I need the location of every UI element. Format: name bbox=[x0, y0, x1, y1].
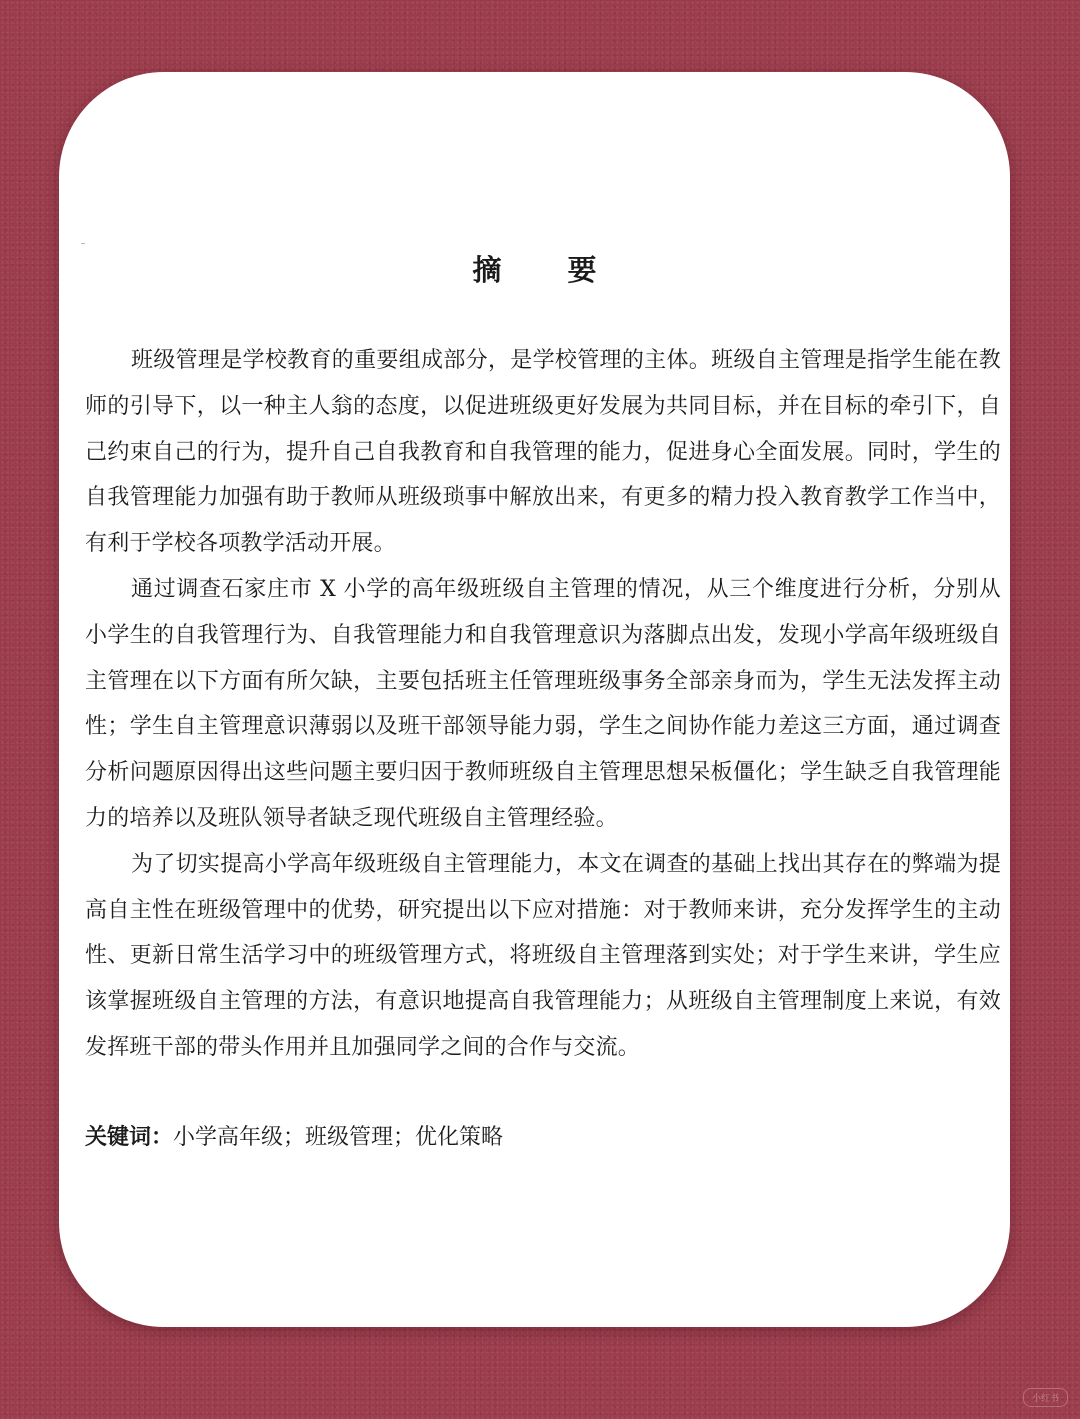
watermark-logo: 小红书 bbox=[1023, 1388, 1068, 1407]
abstract-body bbox=[85, 338, 1001, 1071]
keywords-value: 小学高年级；班级管理；优化策略 bbox=[173, 1125, 504, 1150]
keywords-label: 关键词： bbox=[85, 1125, 174, 1150]
abstract-paragraph-1: 班级管理是学校教育的重要组成部分，是学校管理的主体。班级自主管理是指学生能在教师的引导下，以一种主人翁的态度，以促进班级更好发展为共同目标，并在目标的牵引下，自己约束自己的行为，提升自己自我教育和自我管理的能力，促进身心全面发展。同时，学生的自我管理能力加强有助于教师从班级琐事中解放出来，有更多的精力投入教育教学工作当中，有利于学校各项教学活动开展。 bbox=[85, 348, 1001, 557]
keywords-line bbox=[85, 1115, 503, 1160]
page-title: 摘 要 bbox=[472, 253, 625, 287]
abstract-paragraph-2: 通过调查石家庄市 X 小学的高年级班级自主管理的情况，从三个维度进行分析，分别从小学生的自我管理行为、自我管理能力和自我管理意识为落脚点出发，发现小学高年级班级自主管理在以下方面有所欠缺，主要包括班主任管理班级事务全部亲身而为，学生无法发挥主动性；学生自主管理意识薄弱以及班干部领导能力弱，学生之间协作能力差这三方面，通过调查分析问题原因得出这些问题主要归因于教师班级自主管理思想呆板僵化；学生缺乏自我管理能力的培养以及班队领导者缺乏现代班级自主管理经验。 bbox=[85, 576, 1001, 831]
page-corner-mark bbox=[81, 243, 85, 246]
abstract-card bbox=[59, 72, 1010, 1327]
abstract-paragraph-3: 为了切实提高小学高年级班级自主管理能力，本文在调查的基础上找出其存在的弊端为提高自主性在班级管理中的优势，研究提出以下应对措施：对于教师来讲，充分发挥学生的主动性、更新日常生活学习中的班级管理方式，将班级自主管理落到实处；对于学生来讲，学生应该掌握班级自主管理的方法，有意识地提高自我管理能力；从班级自主管理制度上来说，有效发挥班干部的带头作用并且加强同学之间的合作与交流。 bbox=[85, 851, 1001, 1060]
